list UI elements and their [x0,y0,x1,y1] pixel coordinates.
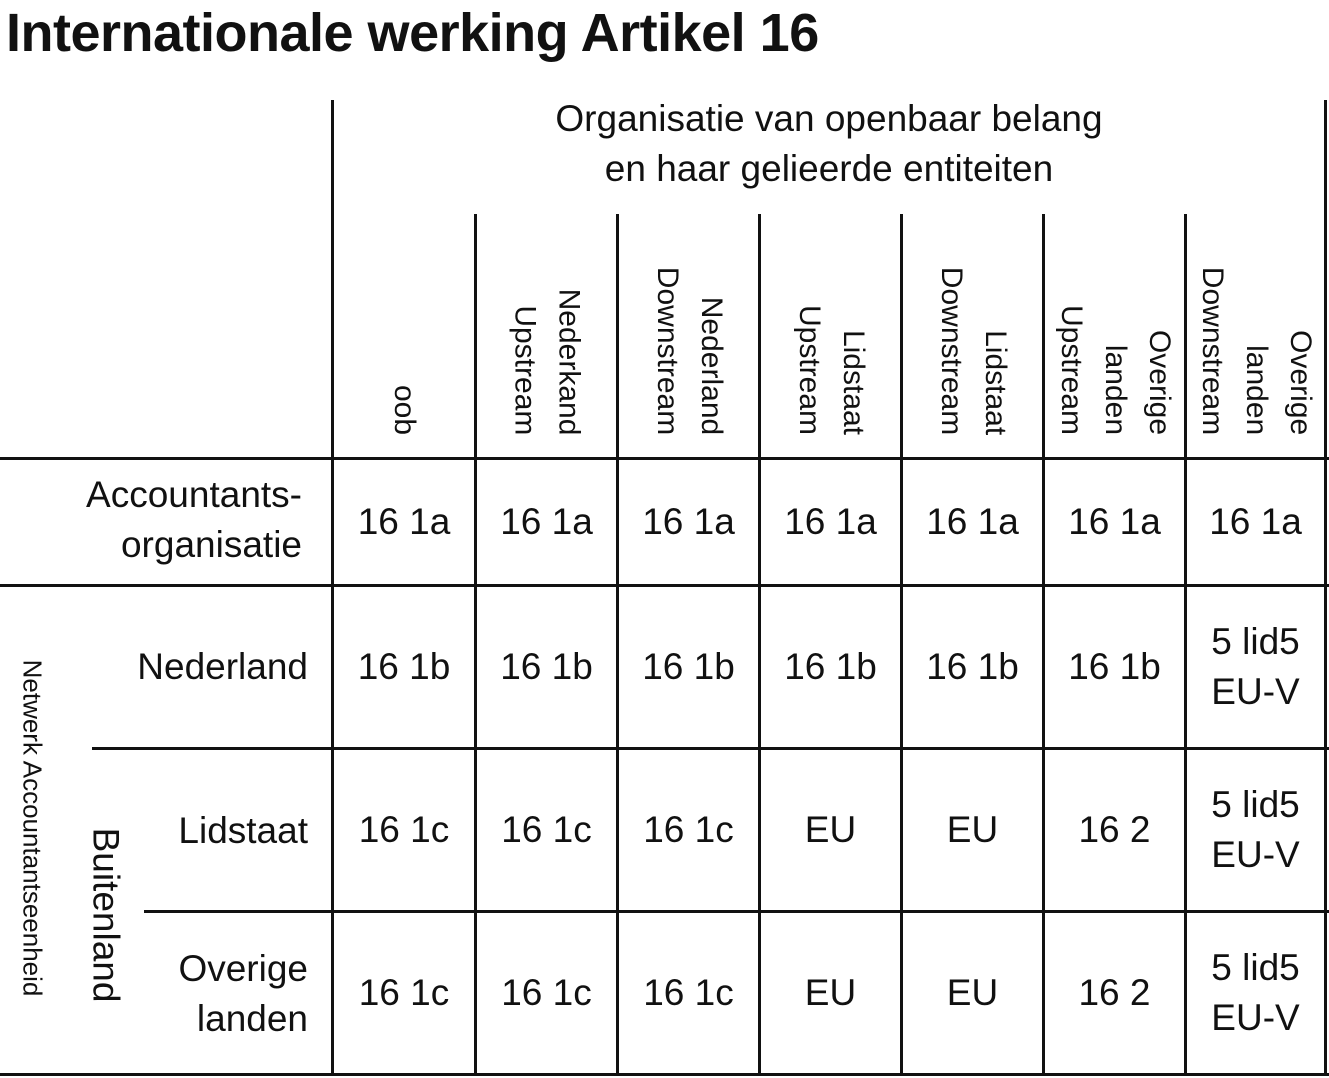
table-cell-value: 16 1c [358,972,450,1013]
table-cell [761,750,900,910]
column-header-line: Downstream [1195,266,1229,436]
column-header-3 [619,217,758,441]
column-header-line: landen [1239,345,1273,436]
row-label-line2: organisatie [120,524,302,565]
table-cell [761,587,900,747]
group-header-line1: Organisatie van openbaar belang [555,98,1103,139]
column-header-line: Nederland [694,296,728,436]
table-cell [1045,913,1184,1073]
table-cell-value: 16 1c [358,809,450,850]
table-cell-value: 16 1a [784,501,877,542]
row-group-netwerk [10,600,54,1056]
row-label-line2: landen [196,998,308,1039]
table-cell-value: 16 1c [501,809,592,850]
table-cell-value: 16 1a [926,501,1019,542]
table-cell-value: EU-V [1211,671,1300,712]
row-label-nederland [60,642,308,692]
table-cell [1045,587,1184,747]
table-cell-value: 16 1b [500,646,593,687]
column-header-line: Overige [1142,329,1176,436]
table-cell-value: 16 1a [642,501,735,542]
table-cell-value: EU [946,809,999,850]
table-cell-value: 16 1b [642,646,735,687]
column-header-5 [903,217,1042,441]
table-cell-value: EU [946,972,999,1013]
row-group-buitenland-label: Buitenland [85,827,126,1003]
table-cell [619,587,758,747]
table-cell [1045,460,1184,584]
table-cell-value: 5 lid5 [1211,784,1300,825]
row-group-netwerk-label: Netwerk Accountantseenheid [17,659,47,997]
page-title: Internationale werking Artikel 16 [6,3,819,63]
table-cell [903,587,1042,747]
column-header-line: Lidstaat [836,329,870,436]
table-cell [477,913,616,1073]
table-cell [334,913,474,1073]
column-header-line: Downstream [934,266,968,436]
table-cell-value: 16 1a [1068,501,1161,542]
table-cell [1187,750,1324,910]
row-label-nederland-text: Nederland [137,646,308,687]
table-cell-value: 16 1b [357,646,451,687]
column-header-line: Upstream [792,304,826,436]
column-header-line: Lidstaat [978,330,1012,436]
column-header-line: Upstream [508,304,542,435]
table-cell [903,460,1042,584]
column-header-4 [761,217,900,441]
table-cell [903,913,1042,1073]
table-cell-value: 16 1a [1209,501,1302,542]
table-cell-value: 5 lid5 [1211,621,1300,662]
column-header-line: Upstream [1054,304,1088,436]
column-header-line: Downstream [650,266,684,436]
table-cell [1187,460,1324,584]
table-cell [334,750,474,910]
table-cell [334,460,474,584]
table-cell [1045,750,1184,910]
table-cell-value: EU [804,972,857,1013]
row-label-accountantsorganisatie [0,470,302,570]
table-cell-value: 16 1b [784,646,877,687]
row-label-lidstaat [140,806,308,856]
table-cell [903,750,1042,910]
table-cell-value: 16 2 [1078,809,1151,850]
column-header-line: landen [1098,344,1132,436]
column-header-line: Nederkand [552,288,586,435]
table-cell-value: EU-V [1211,834,1300,875]
table-cell-value: 16 1c [501,972,592,1013]
table-cell [619,460,758,584]
table-cell [1187,587,1324,747]
table-cell [1187,913,1324,1073]
table-cell-value: 5 lid5 [1211,947,1300,988]
table-cell [761,913,900,1073]
table-cell-value: 16 2 [1078,972,1151,1013]
table-cell-value: EU [804,809,857,850]
table-cell [761,460,900,584]
table-cell [477,750,616,910]
rule-right-edge [1324,100,1327,1076]
group-header [334,92,1324,196]
table-cell [477,587,616,747]
rule-table-bottom [0,1073,1329,1076]
table-cell-value: 16 1b [1068,646,1161,687]
row-label-overige-landen [140,944,308,1044]
group-header-line2: en haar gelieerde entiteiten [604,148,1054,189]
table-cell [619,750,758,910]
table-cell-value: 16 1c [643,972,734,1013]
table-cell-value: 16 1a [500,501,593,542]
row-group-buitenland [80,800,130,1030]
table-cell [619,913,758,1073]
table-cell-value: 16 1c [643,809,734,850]
table-cell-value: 16 1a [357,501,451,542]
table-cell-value: EU-V [1211,997,1300,1038]
table-cell-value: 16 1b [926,646,1019,687]
column-header-1 [334,217,474,441]
table-cell [477,460,616,584]
column-header-6 [1045,217,1184,441]
row-label-lidstaat-text: Lidstaat [178,810,308,851]
table-cell [334,587,474,747]
column-header-2 [477,217,616,441]
column-header-line: oob [388,384,422,436]
column-header-7 [1187,217,1324,441]
row-label-line1: Accountants- [86,474,302,515]
row-label-line1: Overige [178,948,308,989]
column-header-line: Overige [1283,330,1317,436]
